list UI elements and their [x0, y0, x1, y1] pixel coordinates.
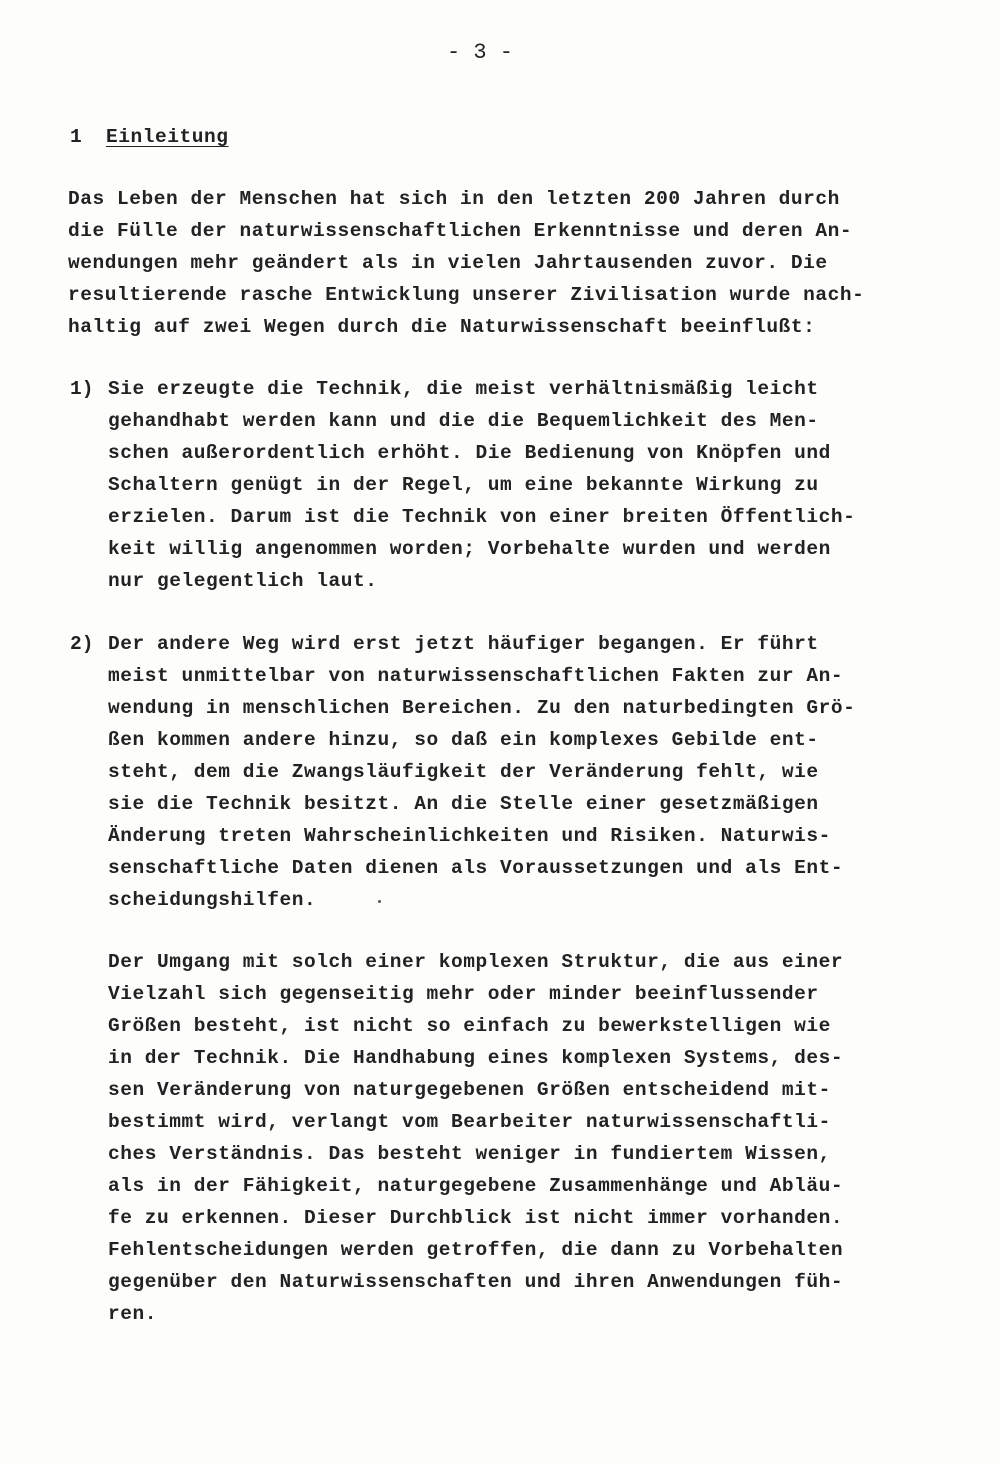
- text-line: steht, dem die Zwangsläufigkeit der Veränderung fehlt, wie: [108, 761, 819, 783]
- page-number: - 3 -: [447, 40, 514, 65]
- text-line: resultierende rasche Entwicklung unserer Zivilisation wurde nach-: [68, 284, 865, 306]
- text-line: ren.: [108, 1303, 158, 1325]
- text-line: die Fülle der naturwissenschaftlichen Erkenntnisse und deren An-: [68, 220, 853, 242]
- text-line: sen Veränderung von naturgegebenen Größen entscheidend mit-: [108, 1079, 831, 1101]
- text-line: schen außerordentlich erhöht. Die Bedienung von Knöpfen und: [108, 442, 831, 464]
- text-line: Der Umgang mit solch einer komplexen Struktur, die aus einer: [108, 951, 844, 973]
- list-item-number: 1): [70, 378, 94, 400]
- text-line: fe zu erkennen. Dieser Durchblick ist nicht immer vorhanden.: [108, 1207, 844, 1229]
- text-line: Der andere Weg wird erst jetzt häufiger begangen. Er führt: [108, 633, 819, 655]
- text-line: meist unmittelbar von naturwissenschaftlichen Fakten zur An-: [108, 665, 844, 687]
- text-line: scheidungshilfen.: [108, 889, 317, 911]
- text-line: erzielen. Darum ist die Technik von einer breiten Öffentlich-: [108, 506, 856, 528]
- text-line: Fehlentscheidungen werden getroffen, die dann zu Vorbehalten: [108, 1239, 844, 1261]
- text-line: sie die Technik besitzt. An die Stelle einer gesetzmäßigen: [108, 793, 819, 815]
- text-line: wendungen mehr geändert als in vielen Jahrtausenden zuvor. Die: [68, 252, 828, 274]
- text-line: gehandhabt werden kann und die die Bequemlichkeit des Men-: [108, 410, 819, 432]
- text-line: haltig auf zwei Wegen durch die Naturwissenschaft beeinflußt:: [68, 316, 816, 338]
- text-line: ßen kommen andere hinzu, so daß ein komplexes Gebilde ent-: [108, 729, 819, 751]
- text-line: Sie erzeugte die Technik, die meist verhältnismäßig leicht: [108, 378, 819, 400]
- list-item-number: 2): [70, 633, 94, 655]
- text-line: Änderung treten Wahrscheinlichkeiten und Risiken. Naturwis-: [108, 825, 831, 847]
- text-line: Vielzahl sich gegenseitig mehr oder minder beeinflussender: [108, 983, 819, 1005]
- text-line: keit willig angenommen worden; Vorbehalte wurden und werden: [108, 538, 831, 560]
- text-line: ches Verständnis. Das besteht weniger in fundiertem Wissen,: [108, 1143, 831, 1165]
- text-line: wendung in menschlichen Bereichen. Zu den naturbedingten Grö-: [108, 697, 856, 719]
- text-line: gegenüber den Naturwissenschaften und ihren Anwendungen füh-: [108, 1271, 844, 1293]
- text-line: Größen besteht, ist nicht so einfach zu bewerkstelligen wie: [108, 1015, 831, 1037]
- text-line: senschaftliche Daten dienen als Voraussetzungen und als Ent-: [108, 857, 844, 879]
- text-line: als in der Fähigkeit, naturgegebene Zusammenhänge und Abläu-: [108, 1175, 844, 1197]
- text-line: in der Technik. Die Handhabung eines komplexen Systems, des-: [108, 1047, 844, 1069]
- text-line: nur gelegentlich laut.: [108, 570, 378, 592]
- text-line: Schaltern genügt in der Regel, um eine bekannte Wirkung zu: [108, 474, 819, 496]
- section-title: Einleitung: [106, 126, 229, 148]
- text-line: Das Leben der Menschen hat sich in den letzten 200 Jahren durch: [68, 188, 840, 210]
- text-line: bestimmt wird, verlangt vom Bearbeiter naturwissenschaftli-: [108, 1111, 831, 1133]
- paper-speck: [378, 900, 381, 903]
- section-number: 1: [70, 126, 82, 148]
